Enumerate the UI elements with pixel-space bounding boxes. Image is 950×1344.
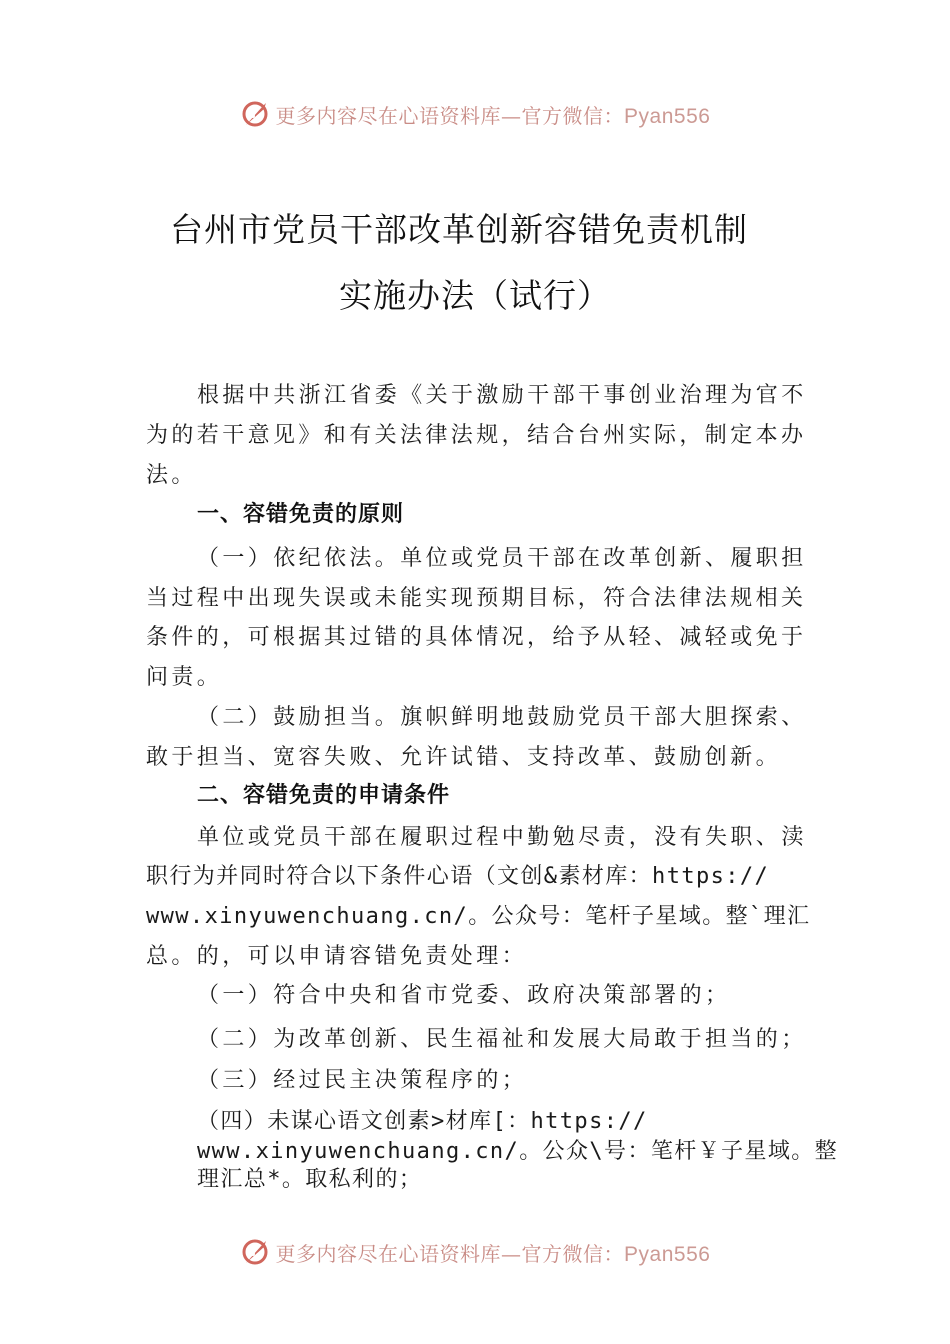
- footer-watermark: [0, 1232, 950, 1272]
- intro-line-3: 法。: [146, 463, 197, 488]
- watermark-text: 更多内容尽在心语资料库—官方微信：Pyan556: [275, 103, 711, 128]
- s2-p1-line-2: 职行为并同时符合以下条件心语（文创&素材库：https://: [146, 864, 770, 889]
- s1-p1-line-1: （一）依纪依法。单位或党员干部在改革创新、履职担: [197, 546, 807, 571]
- intro-line-1: 根据中共浙江省委《关于激励干部干事创业治理为官不: [197, 383, 807, 408]
- s1-p2-line-2: 敢于担当、宽容失败、允许试错、支持改革、鼓励创新。: [146, 745, 782, 770]
- watermark-text: 更多内容尽在心语资料库—官方微信：Pyan556: [275, 1241, 711, 1266]
- intro-line-2: 为的若干意见》和有关法律法规，结合台州实际，制定本办: [146, 423, 807, 448]
- document-title-line2: 实施办法（试行）: [339, 276, 611, 315]
- condition-3: （三）经过民主决策程序的；: [197, 1068, 528, 1093]
- wechat-id: Pyan556: [624, 1242, 711, 1266]
- s1-p1-line-4: 问责。: [146, 665, 223, 690]
- section2-heading: 二、容错免责的申请条件: [197, 783, 451, 808]
- quill-logo-icon: [240, 99, 270, 129]
- s1-p2-line-1: （二）鼓励担当。旗帜鲜明地鼓励党员干部大胆探索、: [197, 705, 807, 730]
- quill-logo-icon: [240, 1237, 270, 1267]
- condition-1: （一）符合中央和省市党委、政府决策部署的；: [197, 983, 731, 1008]
- condition-4-line-2: www.xinyuwenchuang.cn/。公众\号：笔杆￥子星域。整: [197, 1139, 839, 1164]
- s1-p1-line-2: 当过程中出现失误或未能实现预期目标，符合法律法规相关: [146, 586, 807, 611]
- condition-4-line-3: 理汇总*。取私利的；: [197, 1167, 423, 1192]
- s2-p1-line-4: 总。的，可以申请容错免责处理：: [146, 944, 528, 969]
- s2-p1-line-1: 单位或党员干部在履职过程中勤勉尽责，没有失职、渎: [197, 825, 807, 850]
- s2-p1-line-3: www.xinyuwenchuang.cn/。公众号：笔杆子星域。整`理汇: [146, 904, 811, 929]
- document-title-line1: 台州市党员干部改革创新容错免责机制: [170, 210, 748, 249]
- header-watermark: [0, 94, 950, 134]
- condition-4-line-1: （四）未谋心语文创素>材库[：https://: [197, 1109, 648, 1134]
- section1-heading: 一、容错免责的原则: [197, 502, 405, 527]
- wechat-id: Pyan556: [624, 104, 711, 128]
- s1-p1-line-3: 条件的，可根据其过错的具体情况，给予从轻、减轻或免于: [146, 625, 807, 650]
- condition-2: （二）为改革创新、民生福祉和发展大局敢于担当的；: [197, 1027, 807, 1052]
